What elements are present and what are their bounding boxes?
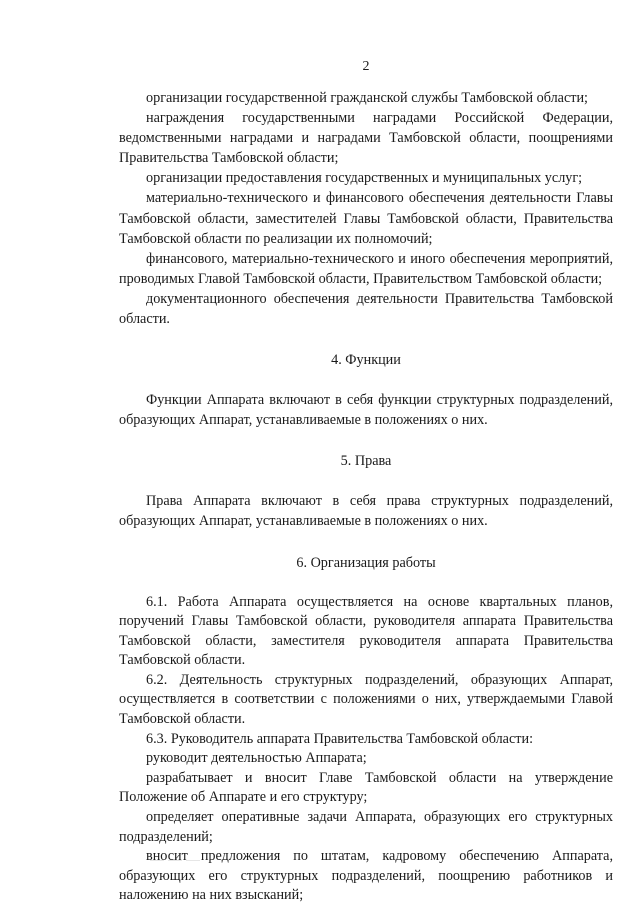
list-item: разрабатывает и вносит Главе Тамбовской области на утверждение Положение об Аппарате и его структуру; (119, 769, 613, 806)
intro-list (119, 88, 613, 329)
list-item: документационного обеспечения деятельности Правительства Тамбовской области. (119, 290, 613, 328)
section-functions-text: Функции Аппарата включают в себя функции структурных подразделений, образующих Аппарат, устанавливаемые в положениях о них. (119, 392, 613, 429)
section-rights-text: Права Аппарата включают в себя права структурных подразделений, образующих Аппарат, устанавливаемые в положениях о них. (119, 493, 613, 530)
paragraph-6-2: 6.2. Деятельность структурных подразделений, образующих Аппарат, осуществляется в соответствии с положениями о них, утверждаемыми Главой Тамбовской области. (119, 671, 613, 728)
duties-list (119, 749, 613, 906)
paragraph-6-1: 6.1. Работа Аппарата осуществляется на основе квартальных планов, поручений Главы Тамбовской области, руководителя аппарата Правительства Тамбовской области, заместителя руководителя аппарата Правительства Тамбовской области. (119, 593, 613, 669)
list-item: руководит деятельностью Аппарата; (146, 750, 367, 767)
list-item: организации государственной гражданской службы Тамбовской области; (146, 90, 588, 106)
list-item: финансового, материально-технического и иного обеспечения мероприятий, проводимых Главой Тамбовской области, Правительством Тамбовской области; (119, 250, 613, 287)
list-item: определяет оперативные задачи Аппарата, образующих его структурных подразделений; (119, 809, 613, 845)
section-heading-functions: 4. Функции (331, 352, 401, 369)
section-heading-work-organization: 6. Организация работы (296, 554, 436, 571)
paragraph-6-3: 6.3. Руководитель аппарата Правительства Тамбовской области: (146, 730, 534, 747)
list-item: организации предоставления государственных и муниципальных услуг; (146, 170, 583, 187)
list-item: материально-технического и финансового обеспечения деятельности Главы Тамбовской области, заместителей Главы Тамбовской области, Правительства Тамбовской области по реализации их полномочий; (119, 190, 613, 247)
list-item: вносит предложения по штатам, кадровому обеспечению Аппарата, образующих его структурных подразделений, поощрению работников и наложению на них взысканий; (119, 848, 613, 904)
section-heading-rights: 5. Права (340, 453, 392, 470)
page-number: 2 (362, 59, 370, 74)
faint-stamp-mark (150, 848, 230, 866)
list-item: награждения государственными наградами Российской Федерации, ведомственными наградами и наградами Тамбовской области, поощрениями Правительства Тамбовской области; (119, 110, 613, 167)
